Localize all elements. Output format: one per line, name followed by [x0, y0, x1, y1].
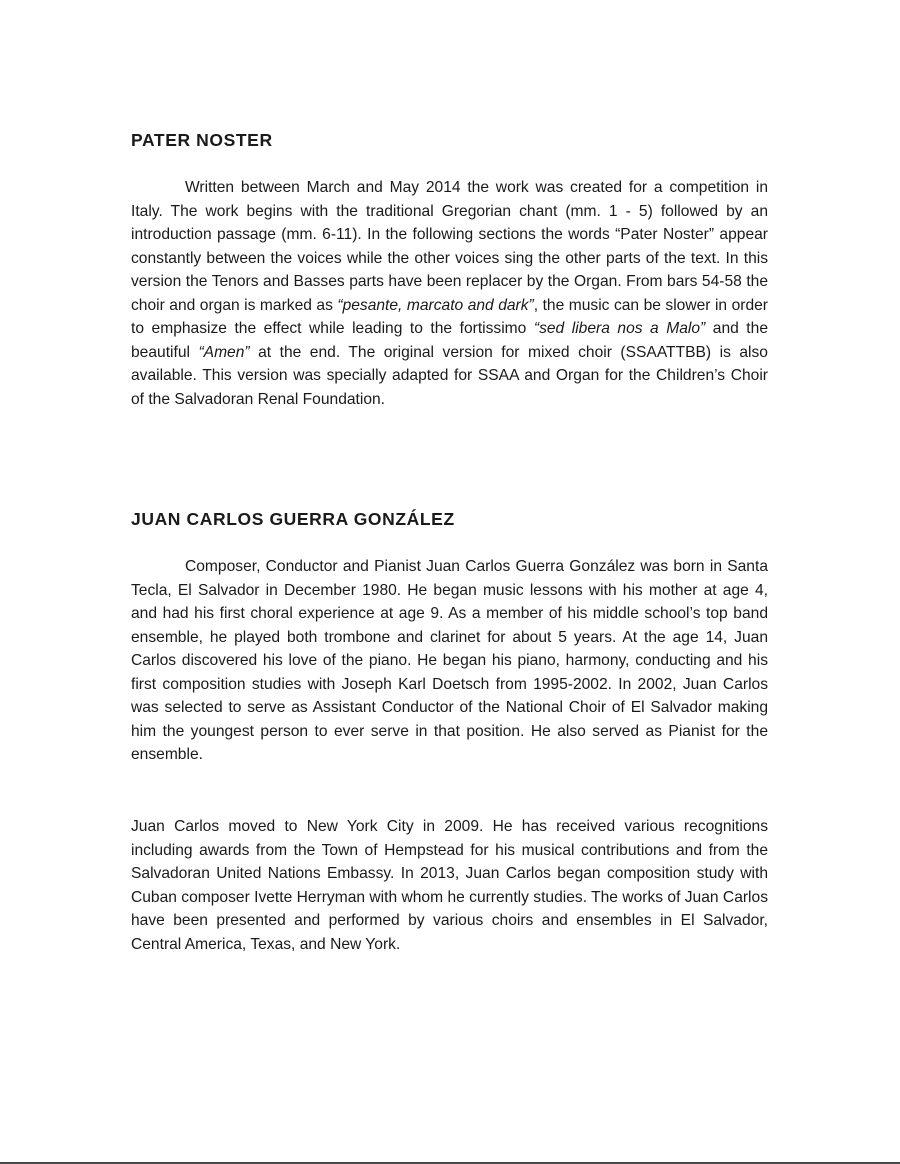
- text-run: Composer, Conductor and Pianist Juan Carlos Guerra González was born in Santa Tecla, El Salvador in December 1980. He began music lessons with his mother at age 4, and had his first choral experience at age 9. As a member of his middle school’s top band ensemble, he played both trombone and clarinet for about 5 years. At the age 14, Juan Carlos discovered his love of the piano. He began his piano, harmony, conducting and his first composition studies with Joseph Karl Doetsch from 1995-2002. In 2002, Juan Carlos was selected to serve as Assistant Conductor of the National Choir of El Salvador making him the youngest person to ever serve in that position. He also served as Pianist for the ensemble.: [131, 558, 768, 763]
- composer-bio-paragraph-1: [131, 555, 768, 767]
- section-heading-composer: JUAN CARLOS GUERRA GONZÁLEZ: [131, 509, 455, 529]
- pater-noster-description: [131, 176, 768, 411]
- italic-text-run: “Amen”: [198, 343, 250, 361]
- text-run: at the end. The original version for mixed choir (SSAATTBB) is also available. This version was specially adapted for SSAA and Organ for the Children’s Choir of the Salvadoran Renal Foundation.: [131, 343, 768, 408]
- italic-text-run: “sed libera nos a Malo”: [533, 320, 706, 337]
- text-run: Written between March and May 2014 the work was created for a competition in Italy. The work begins with the traditional Gregorian chant (mm. 1 - 5) followed by an introduction passage (mm. 6-11). In the following sections the words “Pater Noster” appear constantly between the voices while the other voices sing the other parts of the text. In this version the Tenors and Basses parts have been replacer by the Organ. From bars 54-58 the choir and organ is marked as: [131, 179, 768, 314]
- composer-bio-paragraph-2: [131, 815, 768, 956]
- text-run: and the beautiful: [131, 320, 768, 361]
- italic-text-run: “pesante, marcato and dark”: [337, 296, 534, 314]
- text-run: , the music can be slower in order to emphasize the effect while leading to the fortissimo: [131, 296, 769, 337]
- text-run: Juan Carlos moved to New York City in 2009. He has received various recognitions including awards from the Town of Hempstead for his musical contributions and from the Salvadoran United Nations Embassy. In 2013, Juan Carlos began composition study with Cuban composer Ivette Herryman with whom he currently studies. The works of Juan Carlos have been presented and performed by various choirs and ensembles in El Salvador, Central America, Texas, and New York.: [131, 818, 768, 953]
- section-heading-pater-noster: PATER NOSTER: [131, 130, 273, 150]
